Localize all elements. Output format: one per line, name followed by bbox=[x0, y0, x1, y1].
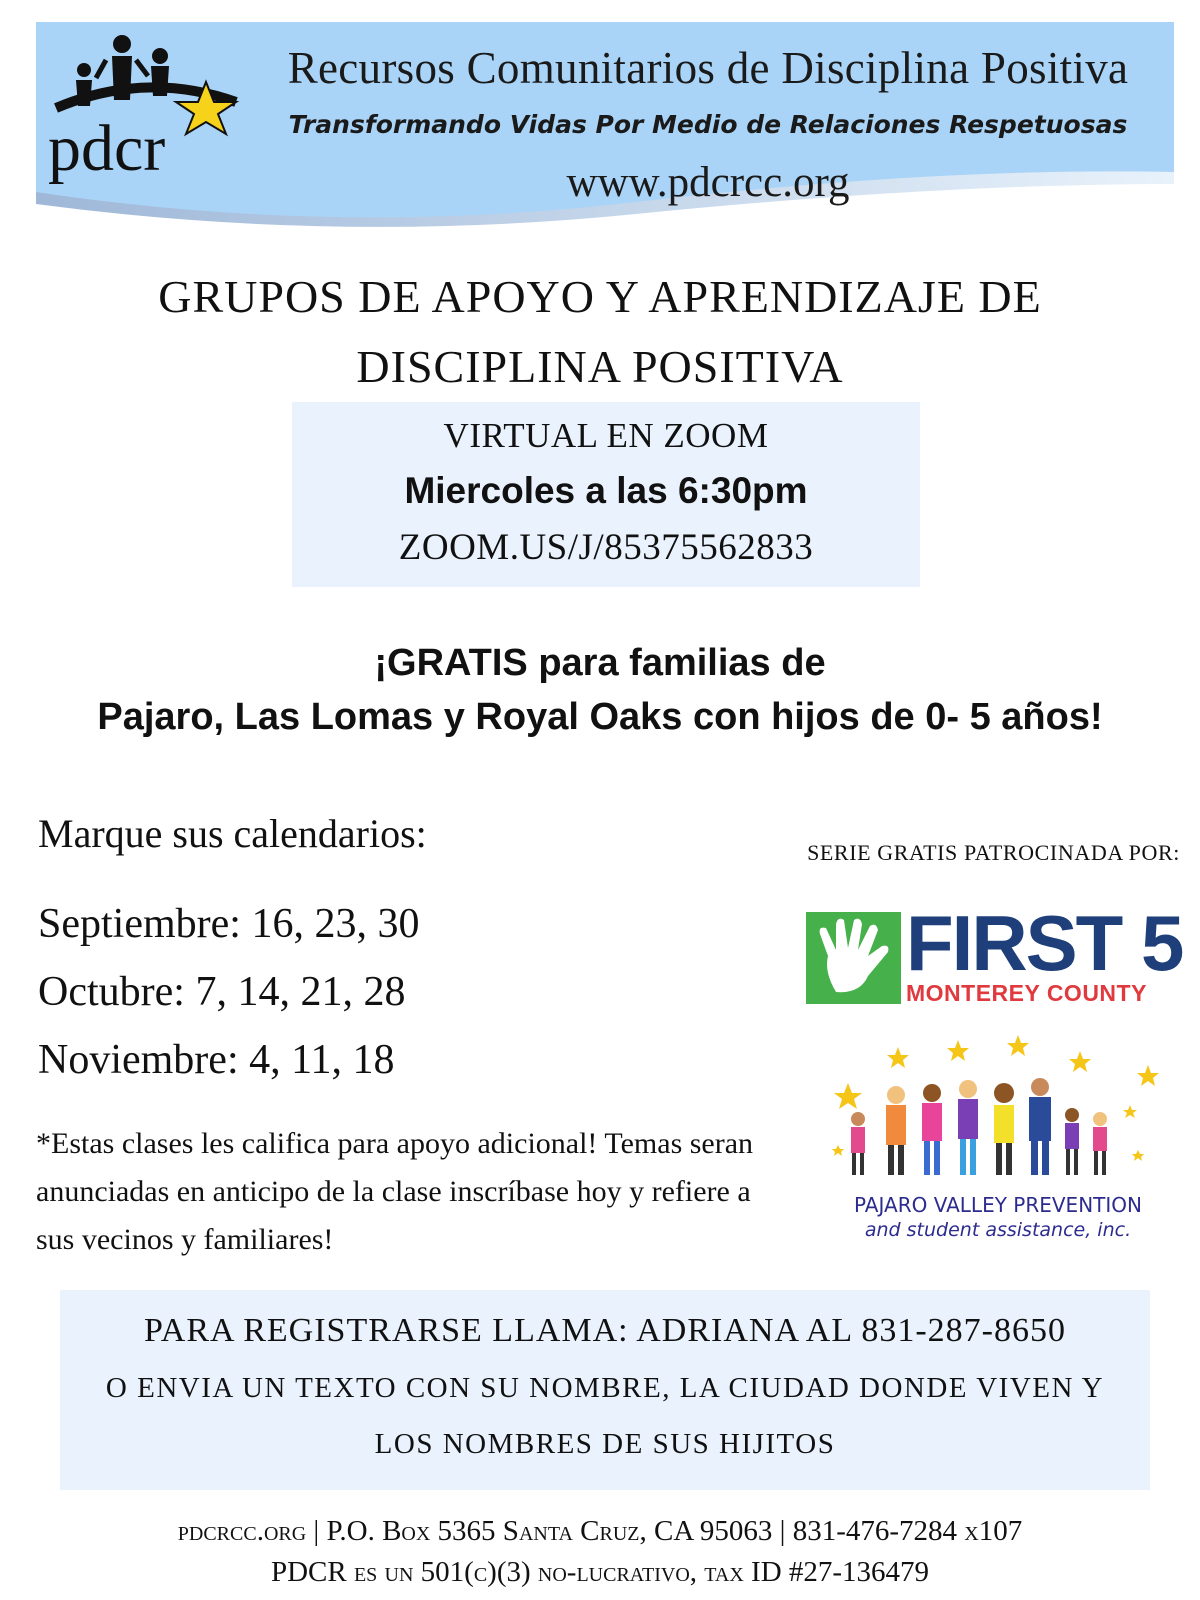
zoom-info-box bbox=[292, 402, 920, 587]
first5-subtitle: MONTEREY COUNTY bbox=[906, 980, 1147, 1006]
hand-icon bbox=[806, 912, 901, 1004]
zoom-link[interactable]: ZOOM.US/J/85375562833 bbox=[398, 527, 814, 568]
title-line-2: DISCIPLINA POSITIVA bbox=[356, 341, 844, 392]
registration-text-instructions-cont: LOS NOMBRES DE SUS HIJITOS bbox=[374, 1428, 836, 1460]
header-banner bbox=[36, 22, 1174, 232]
website-link[interactable]: www.pdcrcc.org bbox=[566, 159, 850, 206]
meeting-schedule: Miercoles a las 6:30pm bbox=[404, 470, 808, 511]
sponsor-label: SERIE GRATIS PATROCINADA POR: bbox=[807, 840, 1180, 865]
calendar-heading: Marque sus calendarios: bbox=[38, 811, 427, 856]
tagline: Transformando Vidas Por Medio de Relaciones Respetuosas bbox=[288, 110, 1128, 139]
additional-support-note: *Estas clases les califica para apoyo adicional! Temas seran anunciadas en anticipo de la clase inscríbase hoy y refiere a sus vecinos y familiares! bbox=[36, 1127, 754, 1256]
logo-text: pdcr bbox=[48, 112, 166, 185]
pdcr-logo bbox=[36, 30, 266, 190]
free-notice-line-1: ¡GRATIS para familias de bbox=[374, 642, 826, 684]
first5-title: FIRST 5 bbox=[906, 899, 1183, 987]
calendar-date-line: Noviembre: 4, 11, 18 bbox=[38, 1037, 395, 1083]
pvpsa-logo bbox=[818, 1035, 1178, 1245]
footer-legal: PDCR es un 501(c)(3) no-lucrativo, tax ID #27-136479 bbox=[270, 1556, 930, 1588]
people-and-stars-icon bbox=[818, 1035, 1178, 1195]
meeting-mode: VIRTUAL EN ZOOM bbox=[443, 416, 769, 455]
registration-phone[interactable]: PARA REGISTRARSE LLAMA: ADRIANA AL 831-287-8650 bbox=[144, 1312, 1066, 1349]
org-name: Recursos Comunitarios de Disciplina Positiva bbox=[287, 43, 1129, 93]
first5-logo bbox=[806, 899, 1183, 1010]
registration-text-instructions: O ENVIA UN TEXTO CON SU NOMBRE, LA CIUDAD DONDE VIVEN Y bbox=[105, 1372, 1105, 1404]
footer-contact: pdcrcc.org | P.O. Box 5365 Santa Cruz, CA 95063 | 831-476-7284 x107 bbox=[177, 1515, 1023, 1547]
title-line-1: GRUPOS DE APOYO Y APRENDIZAJE DE bbox=[158, 271, 1042, 322]
calendar-date-line: Octubre: 7, 14, 21, 28 bbox=[38, 969, 406, 1015]
page-title bbox=[60, 262, 1140, 402]
free-notice-line-2: Pajaro, Las Lomas y Royal Oaks con hijos de 0- 5 años! bbox=[97, 696, 1103, 738]
pvpsa-name: PAJARO VALLEY PREVENTION bbox=[854, 1193, 1142, 1217]
pvpsa-subname: and student assistance, inc. bbox=[864, 1219, 1132, 1241]
calendar-date-line: Septiembre: 16, 23, 30 bbox=[38, 901, 420, 947]
registration-box bbox=[60, 1290, 1150, 1490]
